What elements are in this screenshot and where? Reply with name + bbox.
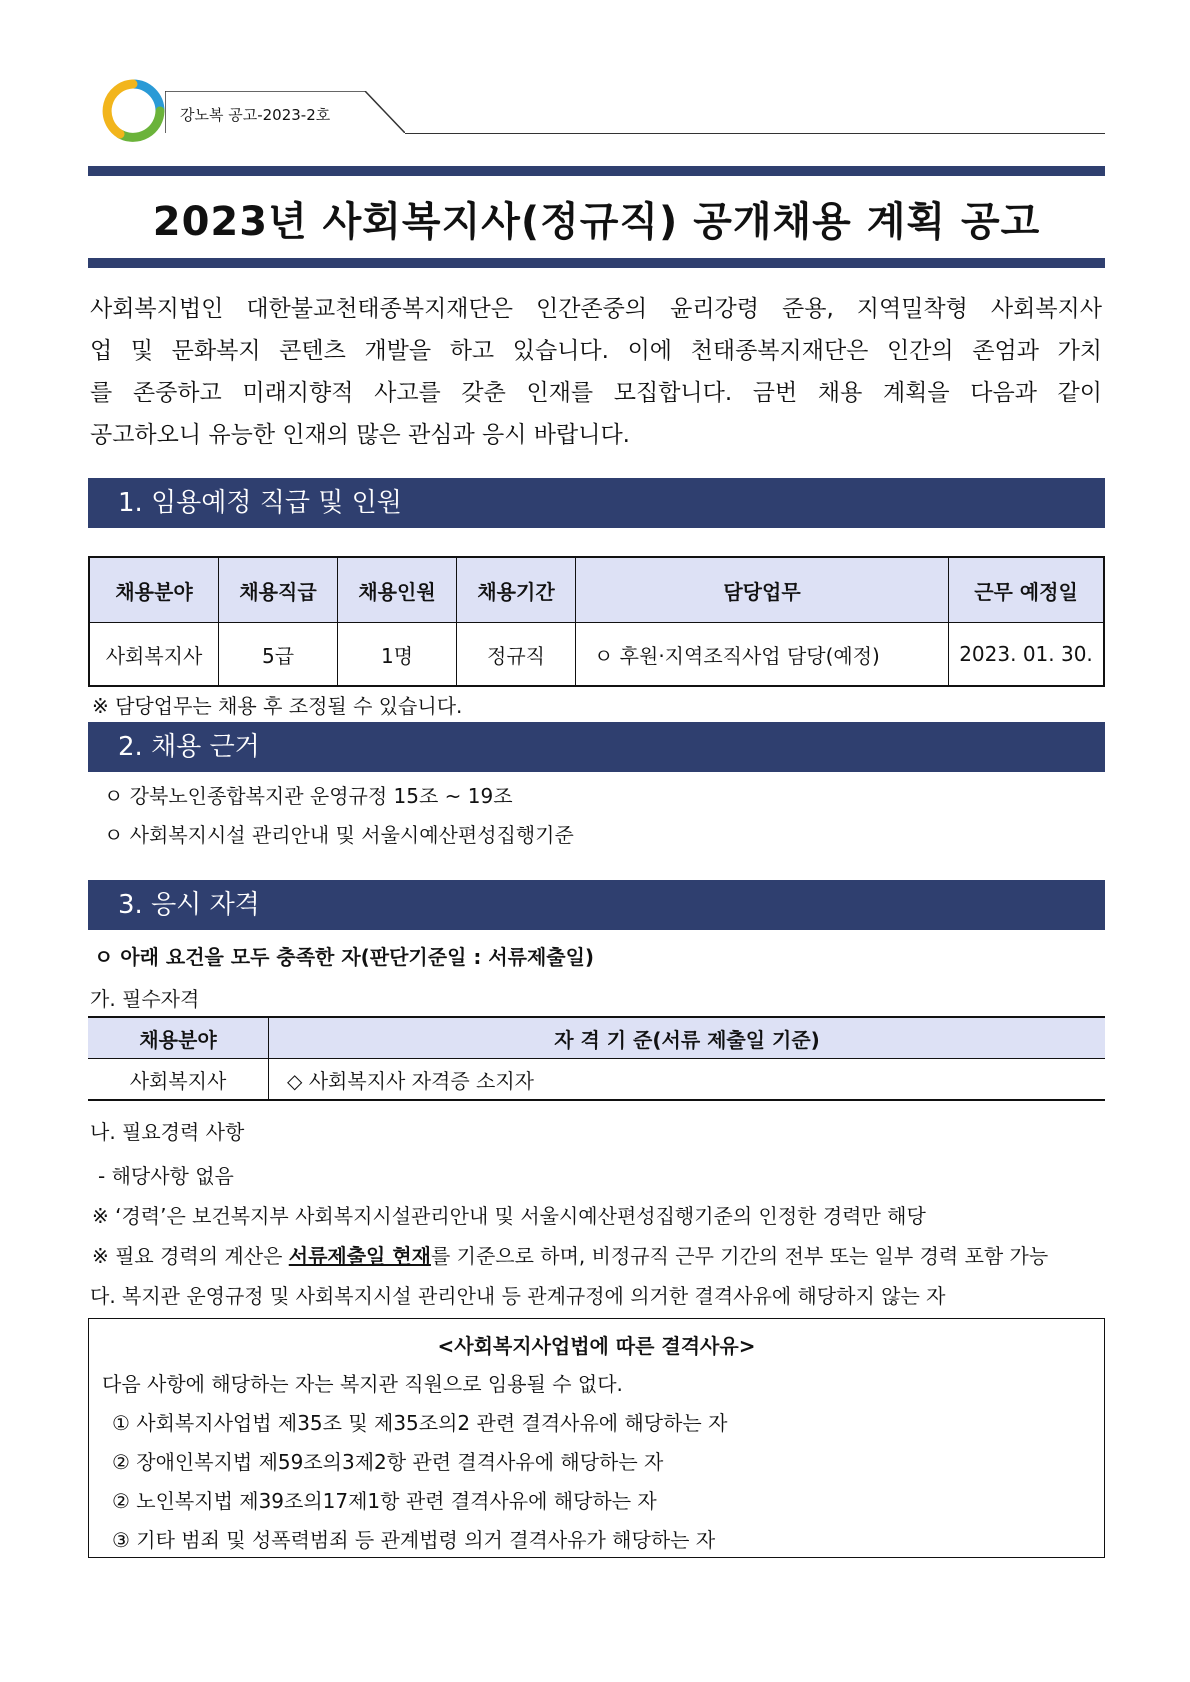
intro-paragraph <box>90 288 1102 456</box>
header-rule <box>405 133 1105 134</box>
table-cell: 정규직 <box>457 623 576 687</box>
intro-line: 사회복지법인 대한불교천태종복지재단은 인간존중의 윤리강령 준용, 지역밀착형 사회복지사 <box>90 296 1102 322</box>
list-item: ㅇ 사회복지시설 관리안내 및 서울시예산편성집행기준 <box>104 823 574 847</box>
note-emphasis: 서류제출일 현재 <box>288 1244 431 1268</box>
section-heading-2 <box>88 722 1105 772</box>
subsection-label-da: 다. 복지관 운영규정 및 사회복지시설 관리안내 등 관계규정에 의거한 결격사유에 해당하지 않는 자 <box>90 1284 946 1308</box>
note-text: ※ 필요 경력의 계산은 <box>92 1244 289 1268</box>
list-item: ② 장애인복지법 제59조의3제2항 관련 결격사유에 해당하는 자 <box>112 1450 664 1474</box>
table-row <box>89 623 1104 687</box>
notice-number: 강노복 공고-2023-2호 <box>180 106 331 124</box>
career-note: ※ ‘경력’은 보건복지부 사회복지시설관리안내 및 서울시예산편성집행기준의 인정한 경력만 해당 <box>92 1204 926 1228</box>
page-title: 2023년 사회복지사(정규직) 공개채용 계획 공고 <box>152 199 1041 245</box>
recruitment-table <box>88 556 1105 687</box>
table-header: 채용분야 <box>89 557 219 623</box>
table-header-row <box>89 557 1104 623</box>
table-header-row <box>88 1017 1105 1059</box>
table-cell: 사회복지사 <box>89 623 219 687</box>
table-cell: 2023. 01. 30. <box>949 623 1105 687</box>
list-item: ① 사회복지사업법 제35조 및 제35조의2 관련 결격사유에 해당하는 자 <box>112 1411 728 1435</box>
section-heading-text: 1. 임용예정 직급 및 인원 <box>118 488 402 518</box>
section-heading-1 <box>88 478 1105 528</box>
subsection-label-ga: 가. 필수자격 <box>90 987 200 1011</box>
intro-line: 를 존중하고 미래지향적 사고를 갖춘 인재를 모집합니다. 금번 채용 계획을 다음과 같이 <box>90 380 1102 406</box>
intro-line: 공고하오니 유능한 인재의 많은 관심과 응시 바랍니다. <box>90 422 630 448</box>
table-cell: 5급 <box>219 623 338 687</box>
table-header: 채용인원 <box>338 557 457 623</box>
table-cell: 1명 <box>338 623 457 687</box>
table-row <box>88 1059 1105 1101</box>
career-calc-note <box>92 1240 1048 1269</box>
table-cell: ㅇ 후원·지역조직사업 담당(예정) <box>576 623 949 687</box>
intro-line: 업 및 문화복지 콘텐츠 개발을 하고 있습니다. 이에 천태종복지재단은 인간의 존엄과 가치 <box>90 338 1102 364</box>
title-top-bar <box>88 166 1105 176</box>
list-item: - 해당사항 없음 <box>98 1164 234 1188</box>
note-text: 를 기준으로 하며, 비정규직 근무 기간의 전부 또는 일부 경력 포함 가능 <box>430 1244 1049 1268</box>
table-header: 채용기간 <box>457 557 576 623</box>
title-bottom-bar <box>88 258 1105 268</box>
duty-note: ※ 담당업무는 채용 후 조정될 수 있습니다. <box>92 694 463 718</box>
table-header: 근무 예정일 <box>949 557 1105 623</box>
table-cell: ◇ 사회복지사 자격증 소지자 <box>287 1068 534 1093</box>
table-cell: 사회복지사 <box>88 1059 269 1101</box>
disqualification-title: <사회복지사업법에 따른 결격사유> <box>437 1334 756 1358</box>
section-heading-3 <box>88 880 1105 930</box>
section-heading-text: 3. 응시 자격 <box>118 890 260 920</box>
list-item: ③ 기타 범죄 및 성폭력범죄 등 관계법령 의거 결격사유가 해당하는 자 <box>112 1528 716 1552</box>
subsection-label-na: 나. 필요경력 사항 <box>90 1120 245 1144</box>
qualification-table <box>88 1016 1105 1101</box>
foundation-logo-icon <box>100 78 166 144</box>
disqualification-intro: 다음 사항에 해당하는 자는 복지관 직원으로 임용될 수 없다. <box>102 1372 623 1396</box>
qualification-lead: ㅇ 아래 요건을 모두 충족한 자(판단기준일 : 서류제출일) <box>94 945 595 969</box>
table-header: 자 격 기 준(서류 제출일 기준) <box>269 1017 1106 1059</box>
table-header: 채용분야 <box>88 1017 269 1059</box>
section-heading-text: 2. 채용 근거 <box>118 732 260 762</box>
list-item: ② 노인복지법 제39조의17제1항 관련 결격사유에 해당하는 자 <box>112 1489 657 1513</box>
list-item: ㅇ 강북노인종합복지관 운영규정 15조 ~ 19조 <box>104 784 513 808</box>
table-header: 담당업무 <box>576 557 949 623</box>
table-header: 채용직급 <box>219 557 338 623</box>
